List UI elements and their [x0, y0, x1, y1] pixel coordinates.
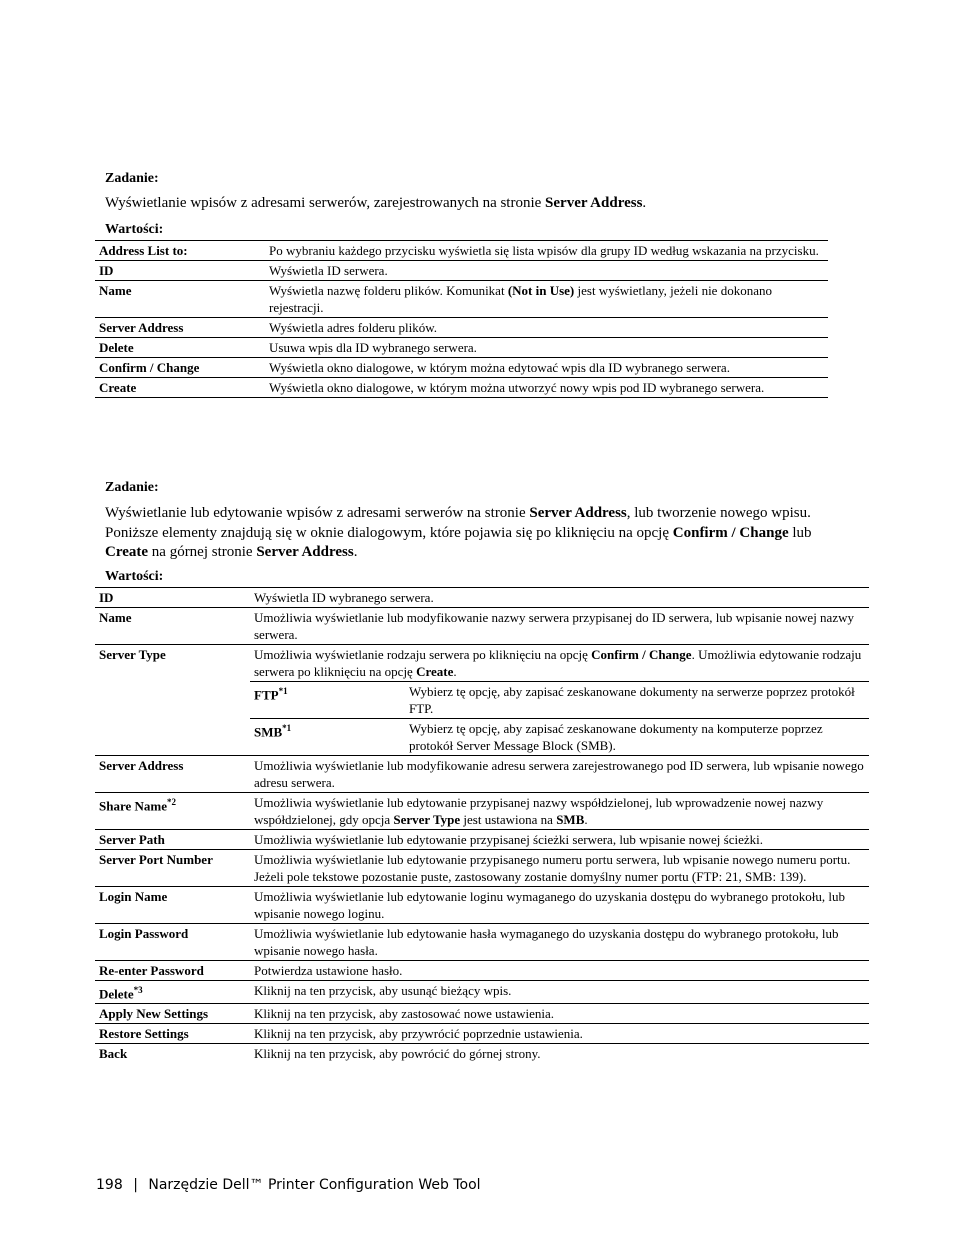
row-key: Login Password [95, 924, 250, 961]
table-row [95, 261, 828, 281]
row-value: Umożliwia wyświetlanie lub modyfikowanie nazwy serwera przypisanej do ID serwera, lub wpisanie nowej nazwy serwera. [250, 608, 869, 645]
option-row-smb [250, 719, 869, 756]
row-value: Umożliwia wyświetlanie lub edytowanie przypisanej ścieżki serwera, lub wpisanie nowej ścieżki. [250, 830, 869, 850]
table-row [95, 887, 869, 924]
values-label: Wartości: [105, 569, 164, 584]
row-value: Usuwa wpis dla ID wybranego serwera. [265, 338, 828, 358]
values-table-2 [95, 587, 869, 1063]
row-key: Create [95, 378, 265, 398]
row-value: Wyświetla okno dialogowe, w którym można edytować wpis dla ID wybranego serwera. [265, 358, 828, 378]
option-value: Wybierz tę opcję, aby zapisać zeskanowane dokumenty na komputerze poprzez protokół Server Message Block (SMB). [405, 719, 869, 756]
row-key: Name [95, 608, 250, 645]
row-value: Wyświetla adres folderu plików. [265, 318, 828, 338]
values-table-1 [95, 240, 828, 398]
table-row [95, 378, 828, 398]
row-key: Delete [95, 338, 265, 358]
row-key: ID [95, 588, 250, 608]
row-key: Server Port Number [95, 850, 250, 887]
row-key: Name [95, 281, 265, 318]
table-row [95, 981, 869, 1004]
table-row [95, 241, 828, 261]
row-value: Kliknij na ten przycisk, aby powrócić do górnej strony. [254, 1046, 541, 1062]
row-value: Kliknij na ten przycisk, aby przywrócić poprzednie ustawienia. [250, 1024, 869, 1044]
row-value: Umożliwia wyświetlanie lub edytowanie loginu wymaganego do uzyskania dostępu do wybranego protokołu, lub wpisanie nowego loginu. [250, 887, 869, 924]
table-row [95, 756, 869, 793]
row-key: Confirm / Change [95, 358, 265, 378]
table-row [95, 924, 869, 961]
row-key: ID [95, 261, 265, 281]
server-type-description: Umożliwia wyświetlanie rodzaju serwera po kliknięciu na opcję Confirm / Change. Umożliwia edytowanie rodzaju serwera po kliknięciu na opcję Create. [254, 647, 862, 679]
row-value [250, 645, 869, 756]
row-key: Server Path [95, 830, 250, 850]
table-row [95, 830, 869, 850]
row-key: Restore Settings [95, 1024, 250, 1044]
row-key: Server Address [95, 318, 265, 338]
row-value: Umożliwia wyświetlanie lub edytowanie hasła wymaganego do uzyskania dostępu do wybranego protokołu, lub wpisanie nowego hasła. [250, 924, 869, 961]
table-row [95, 318, 828, 338]
footer-title: Narzędzie Dell™ Printer Configuration Web Tool [148, 1177, 481, 1193]
row-key: Server Address [95, 756, 250, 793]
table-row [95, 793, 869, 830]
table-row [95, 1024, 869, 1044]
row-value: Wyświetla ID serwera. [265, 261, 828, 281]
task-description: Wyświetlanie lub edytowanie wpisów z adresami serwerów na stronie Server Address, lub tworzenie nowego wpisu. Poniższe elementy znajdują się w oknie dialogowym, które pojawia się po kliknięciu na opcję Confirm / Change lub Create na górnej stronie Server Address. [105, 505, 812, 560]
table-row [95, 588, 869, 608]
row-value: Wyświetla okno dialogowe, w którym można utworzyć nowy wpis pod ID wybranego serwera. [265, 378, 828, 398]
option-key: FTP$^{*1}$ [250, 682, 405, 719]
row-value: Kliknij na ten przycisk, aby zastosować nowe ustawienia. [250, 1004, 869, 1024]
row-key: Apply New Settings [95, 1004, 250, 1024]
row-value: Potwierdza ustawione hasło. [250, 961, 869, 981]
table-row [95, 1044, 869, 1064]
row-value: Wyświetla nazwę folderu plików. Komunikat (Not in Use) jest wyświetlany, jeżeli nie dokonano rejestracji. [265, 281, 828, 318]
option-value: Wybierz tę opcję, aby zapisać zeskanowane dokumenty na serwerze poprzez protokół FTP. [405, 682, 869, 719]
row-key: Login Name [95, 887, 250, 924]
task-label: Zadanie: [105, 480, 159, 495]
table-row [95, 961, 869, 981]
option-key: SMB$^{*1}$ [250, 719, 405, 756]
table-row [95, 608, 869, 645]
row-key: Back [99, 1046, 128, 1062]
row-value: Wyświetla ID wybranego serwera. [250, 588, 869, 608]
page-footer [96, 1177, 481, 1193]
row-key: Address List to: [95, 241, 265, 261]
row-key: Server Type [95, 645, 250, 756]
row-key: Share Name$^{*2}$ [95, 793, 250, 830]
row-value: Umożliwia wyświetlanie lub edytowanie przypisanej nazwy współdzielonej, lub wprowadzenie nowej nazwy współdzielonej, gdy opcja Server Type jest ustawiona na SMB. [250, 793, 869, 830]
row-value: Umożliwia wyświetlanie lub modyfikowanie adresu serwera zarejestrowanego pod ID serwera, lub wpisanie nowego adresu serwera. [250, 756, 869, 793]
option-row-ftp [250, 682, 869, 719]
server-type-options [250, 681, 869, 755]
task-label: Zadanie: [105, 171, 159, 186]
row-key: Delete$^{*3}$ [95, 981, 250, 1004]
row-value: Po wybraniu każdego przycisku wyświetla się lista wpisów dla grupy ID według wskazania na przycisku. [265, 241, 828, 261]
row-value: Umożliwia wyświetlanie lub edytowanie przypisanego numeru portu serwera, lub wpisanie nowego numeru portu. Jeżeli pole tekstowe pozostanie puste, zastosowany zostanie domyślny numer portu (FTP: 21, SMB: 139). [250, 850, 869, 887]
task-description: Wyświetlanie wpisów z adresami serwerów, zarejestrowanych na stronie Server Address. [105, 195, 647, 211]
table-row [95, 338, 828, 358]
footer-separator: | [133, 1177, 138, 1193]
table-row [95, 1004, 869, 1024]
row-value: Kliknij na ten przycisk, aby usunąć bieżący wpis. [250, 981, 869, 1004]
values-label: Wartości: [105, 222, 164, 237]
table-row [95, 645, 869, 756]
row-key: Re-enter Password [95, 961, 250, 981]
table-row [95, 281, 828, 318]
page-number: 198 [96, 1177, 123, 1193]
table-row [95, 850, 869, 887]
table-row [95, 358, 828, 378]
